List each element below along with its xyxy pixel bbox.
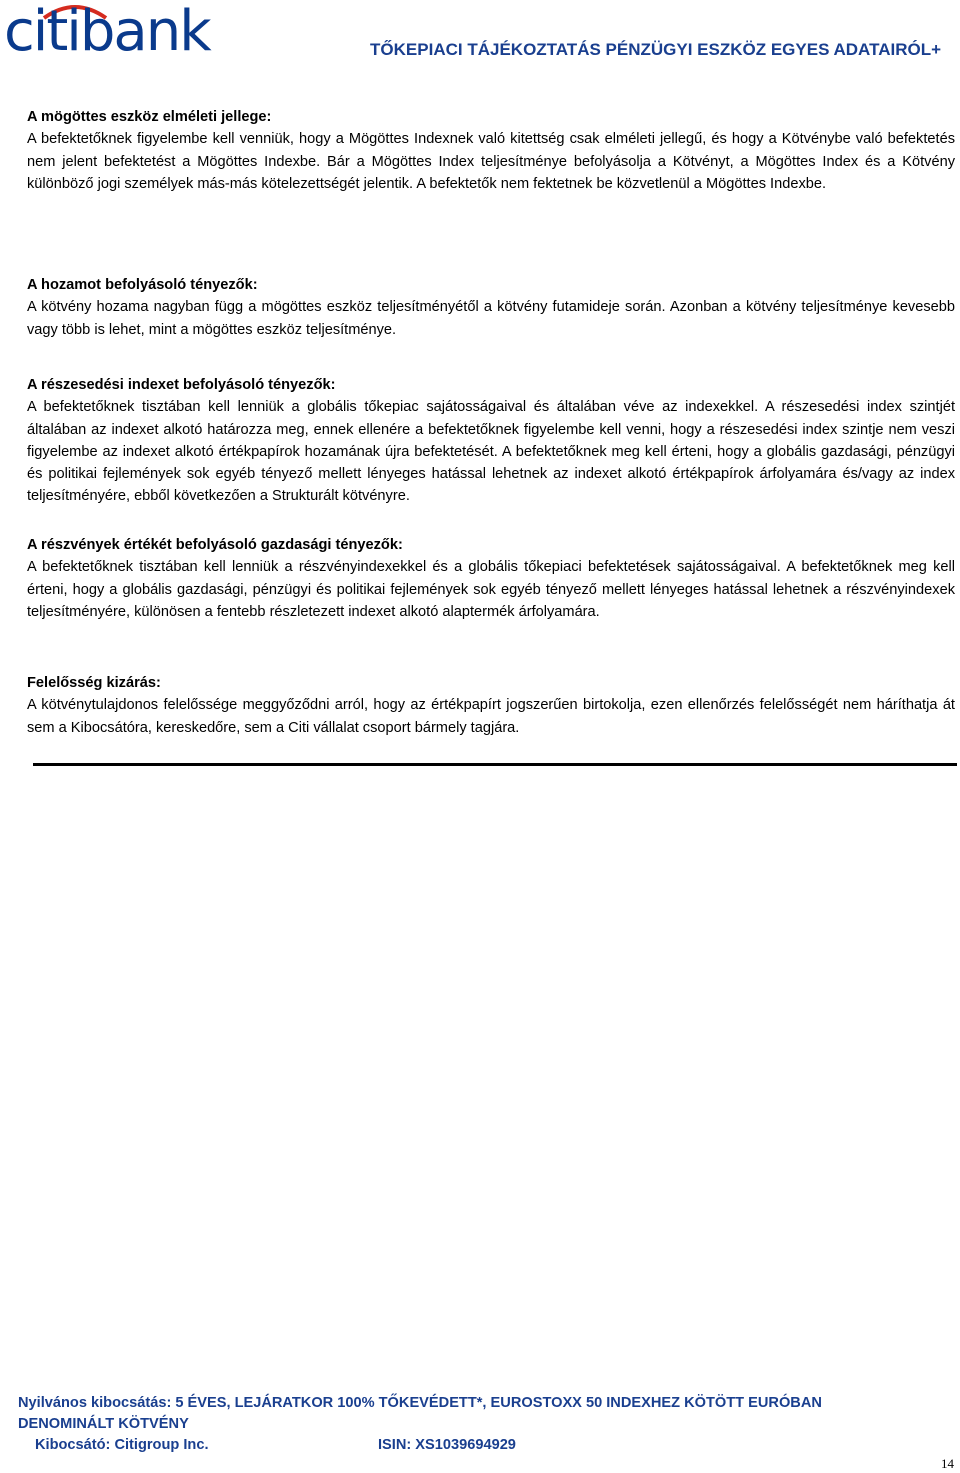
logo-text: citibank (4, 0, 210, 64)
section-heading: A részesedési indexet befolyásoló tényezők: (27, 377, 336, 393)
section-paragraph: A befektetőknek tisztában kell lenniük a globális tőkepiac sajátosságaival és általában véve az indexekkel. A részesedési index szintjét általában az indexet alkotó határozza meg, ennek ellenére a befektetőknek figyelembe kell venni, hogy a részesedési index szintje nem veszi figyelembe az indexet alkotó értékpapírok hozamának újra befektetését. A befektetőknek meg kell érteni, hogy a globális gazdasági, pénzügyi és politikai fejlemények sok egyéb tényező mellett lényeges hatással lehetnek az indexet alkotó értékpapírok árfolyamára és/vagy az index teljesítményére, ebből következően a Strukturált kötvényre. (27, 399, 955, 505)
section-heading: A részvények értékét befolyásoló gazdasági tényezők: (27, 537, 403, 553)
page-header-title: TŐKEPIACI TÁJÉKOZTATÁS PÉNZÜGYI ESZKÖZ EGYES ADATAIRÓL+ (370, 40, 941, 59)
footer-isin: ISIN: XS1039694929 (378, 1437, 516, 1453)
footer-issuer: Kibocsátó: Citigroup Inc. (35, 1437, 209, 1453)
section-economic-factors (27, 534, 955, 623)
page-footer (18, 1393, 918, 1456)
section-heading: A hozamot befolyásoló tényezők: (27, 277, 258, 293)
section-paragraph: A kötvény hozama nagyban függ a mögöttes eszköz teljesítményétől a kötvény futamideje során. Azonban a kötvény teljesítménye kevesebb vagy több is lehet, mint a mögöttes eszköz teljesítménye. (27, 299, 955, 338)
page-number: 14 (941, 1456, 954, 1471)
section-underlying-nature (27, 106, 955, 195)
section-paragraph: A befektetőknek figyelembe kell venniük, hogy a Mögöttes Indexnek való kitettség csak elméleti jellegű, és hogy a Kötvénybe való befektetés nem jelent befektetést a Mögöttes Indexbe. Bár a Mögöttes Index teljesítménye befolyásolja a Kötvényt, a Mögöttes Index és a Kötvény különböző jogi személyek más-más kötelezettségét jelentik. A befektetők nem fektetnek be közvetlenül a Mögöttes Indexbe. (27, 131, 955, 192)
section-yield-factors (27, 274, 955, 341)
section-paragraph: A befektetőknek tisztában kell lenniük a részvényindexekkel és a globális tőkepiaci befektetések sajátosságaival. A befektetőknek meg kell érteni, hogy a globális gazdasági, pénzügyi és politikai fejlemények sok egyéb tényező mellett lényeges hatással lehetnek a részvényindexek teljesítményére, különösen a fentebb részletezett indexet alkotó alaptermék árfolyamára. (27, 559, 955, 620)
footer-issuer-row (18, 1435, 918, 1456)
section-heading: Felelősség kizárás: (27, 675, 161, 691)
section-paragraph: A kötvénytulajdonos felelőssége meggyőződni arról, hogy az értékpapírt jogszerűen birtokolja, ezen ellenőrzés felelősségét nem háríthatja át sem a Kibocsátóra, kereskedőre, sem a Citi vállalat csoport bármely tagjára. (27, 697, 955, 736)
section-disclaimer (27, 672, 955, 739)
section-index-factors (27, 374, 955, 508)
section-heading: A mögöttes eszköz elméleti jellege: (27, 109, 272, 125)
footer-public-offering: Nyilvános kibocsátás: 5 ÉVES, LEJÁRATKOR 100% TŐKEVÉDETT*, EUROSTOXX 50 INDEXHEZ KÖTÖTT EURÓBAN DENOMINÁLT KÖTVÉNY (18, 1395, 822, 1432)
horizontal-divider (33, 763, 957, 766)
citibank-logo (4, 0, 234, 62)
